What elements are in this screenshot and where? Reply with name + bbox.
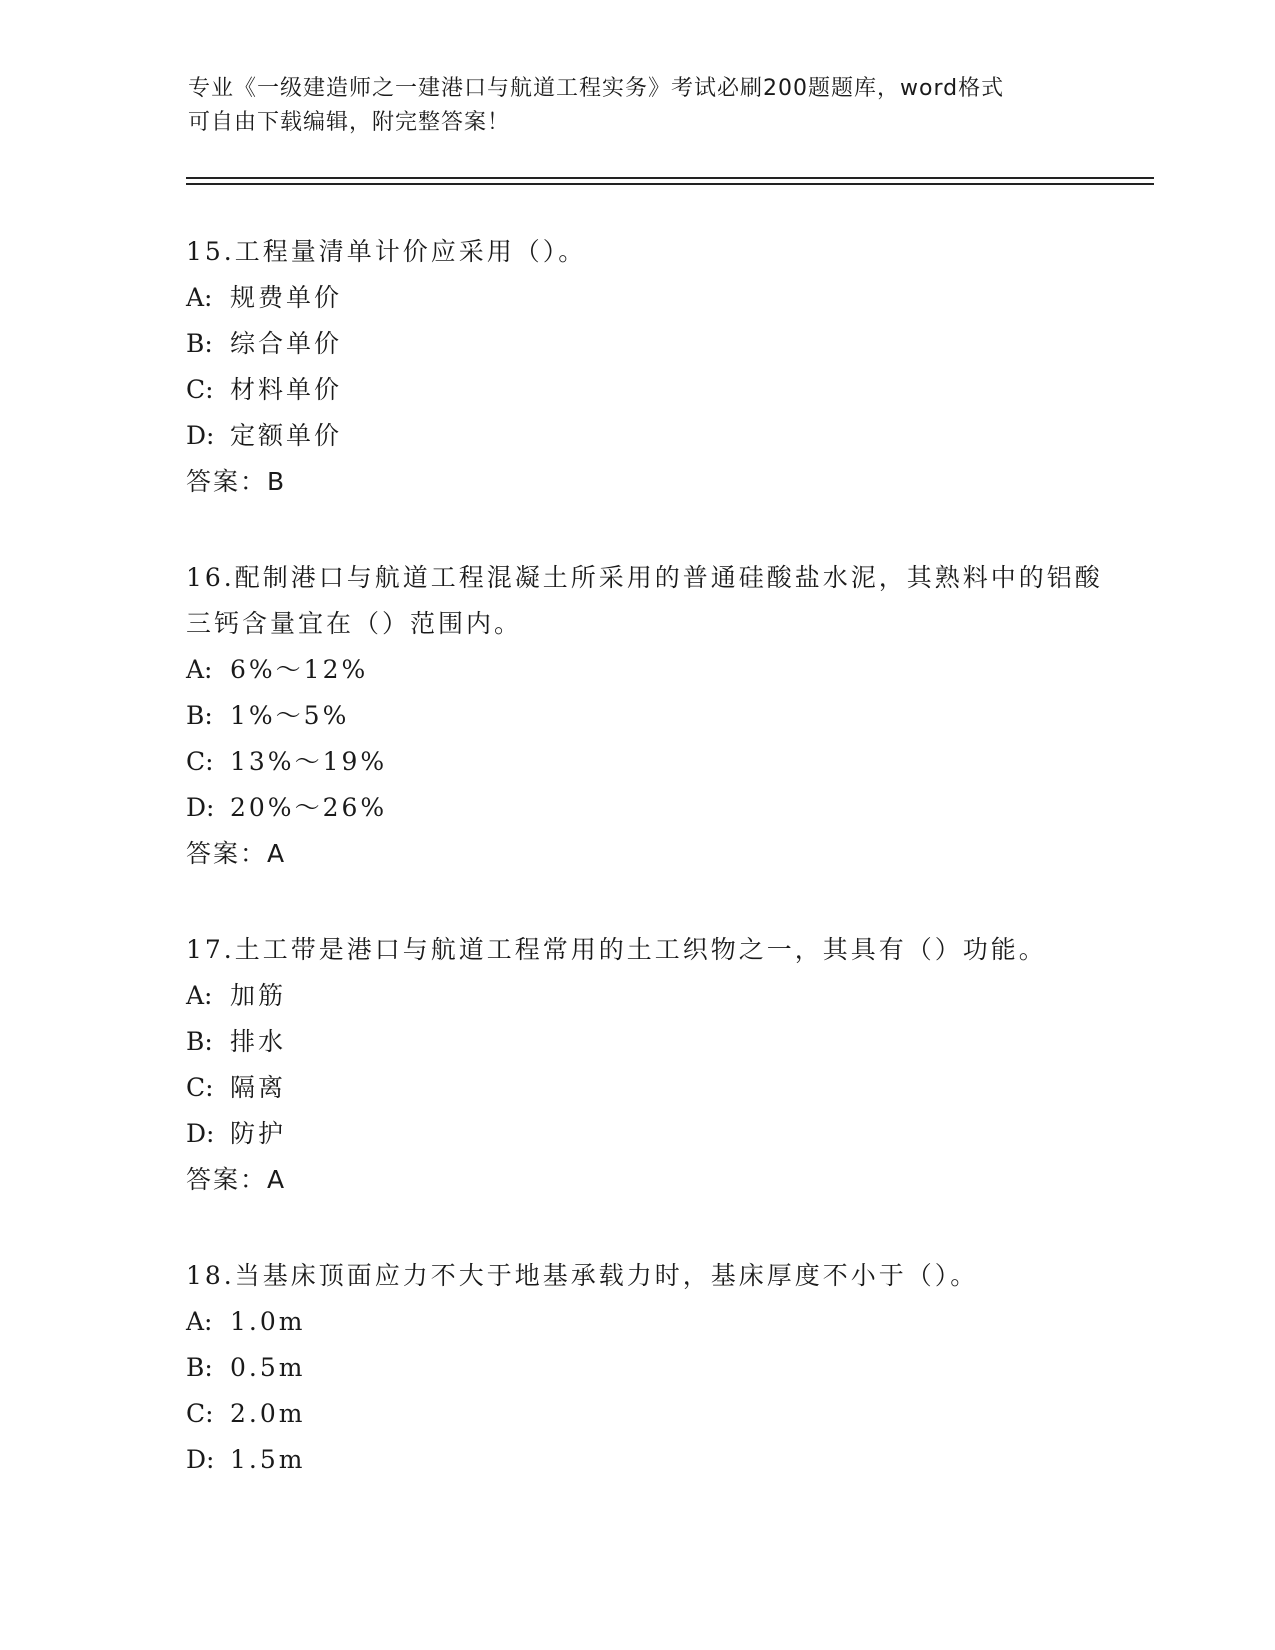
option-key: D:: [186, 1445, 215, 1474]
option-key: B:: [186, 701, 213, 730]
option-key: D:: [186, 793, 215, 822]
question-16: [186, 555, 1126, 877]
header-line-1: 专业《一级建造师之一建港口与航道工程实务》考试必刷200题题库，word格式: [188, 76, 1005, 101]
option-text: 材料单价: [230, 375, 343, 404]
option-text: 规费单价: [230, 283, 343, 312]
option-c: [186, 1065, 1126, 1111]
answer-label: 答案：A: [186, 1165, 287, 1194]
question-stem: 16.配制港口与航道工程混凝土所采用的普通硅酸盐水泥，其熟料中的铝酸三钙含量宜在（）范围内。: [186, 563, 1103, 638]
option-key: C:: [186, 1399, 214, 1428]
document-header: [188, 72, 1088, 140]
option-key: C:: [186, 375, 214, 404]
option-text: 定额单价: [230, 421, 343, 450]
option-key: A:: [186, 283, 213, 312]
answer-label: 答案：B: [186, 467, 287, 496]
option-b: [186, 693, 1126, 739]
option-key: C:: [186, 747, 214, 776]
option-key: A:: [186, 981, 213, 1010]
option-a: [186, 1299, 1126, 1345]
header-divider-top: [186, 177, 1154, 179]
option-c: [186, 739, 1126, 785]
question-stem: 17.土工带是港口与航道工程常用的土工织物之一，其具有（）功能。: [186, 935, 1047, 964]
option-text: 1.0m: [230, 1307, 306, 1336]
option-b: [186, 321, 1126, 367]
option-text: 20%～26%: [230, 793, 388, 822]
option-key: A:: [186, 1307, 213, 1336]
option-key: A:: [186, 655, 213, 684]
option-key: D:: [186, 1119, 215, 1148]
option-text: 1%～5%: [230, 701, 350, 730]
option-text: 6%～12%: [230, 655, 369, 684]
option-text: 综合单价: [230, 329, 343, 358]
question-17: [186, 927, 1126, 1203]
answer-label: 答案：A: [186, 839, 287, 868]
question-15: [186, 229, 1126, 505]
option-key: D:: [186, 421, 215, 450]
option-d: [186, 413, 1126, 459]
header-line-2: 可自由下载编辑，附完整答案！: [188, 110, 511, 135]
option-text: 1.5m: [230, 1445, 306, 1474]
question-list: [186, 229, 1126, 1533]
option-text: 加筋: [230, 981, 287, 1010]
option-d: [186, 1437, 1126, 1483]
option-b: [186, 1345, 1126, 1391]
option-text: 2.0m: [230, 1399, 306, 1428]
option-key: B:: [186, 329, 213, 358]
question-stem: 15.工程量清单计价应采用（）。: [186, 237, 587, 266]
question-18: [186, 1253, 1126, 1483]
option-text: 0.5m: [230, 1353, 306, 1382]
option-a: [186, 275, 1126, 321]
option-d: [186, 1111, 1126, 1157]
option-key: C:: [186, 1073, 214, 1102]
option-a: [186, 973, 1126, 1019]
header-divider-bottom: [186, 183, 1154, 185]
option-text: 隔离: [230, 1073, 287, 1102]
option-d: [186, 785, 1126, 831]
option-a: [186, 647, 1126, 693]
option-key: B:: [186, 1353, 213, 1382]
option-c: [186, 367, 1126, 413]
option-text: 13%～19%: [230, 747, 388, 776]
option-c: [186, 1391, 1126, 1437]
option-key: B:: [186, 1027, 213, 1056]
question-stem: 18.当基床顶面应力不大于地基承载力时，基床厚度不小于（）。: [186, 1261, 979, 1290]
option-text: 防护: [230, 1119, 287, 1148]
option-text: 排水: [230, 1027, 287, 1056]
option-b: [186, 1019, 1126, 1065]
